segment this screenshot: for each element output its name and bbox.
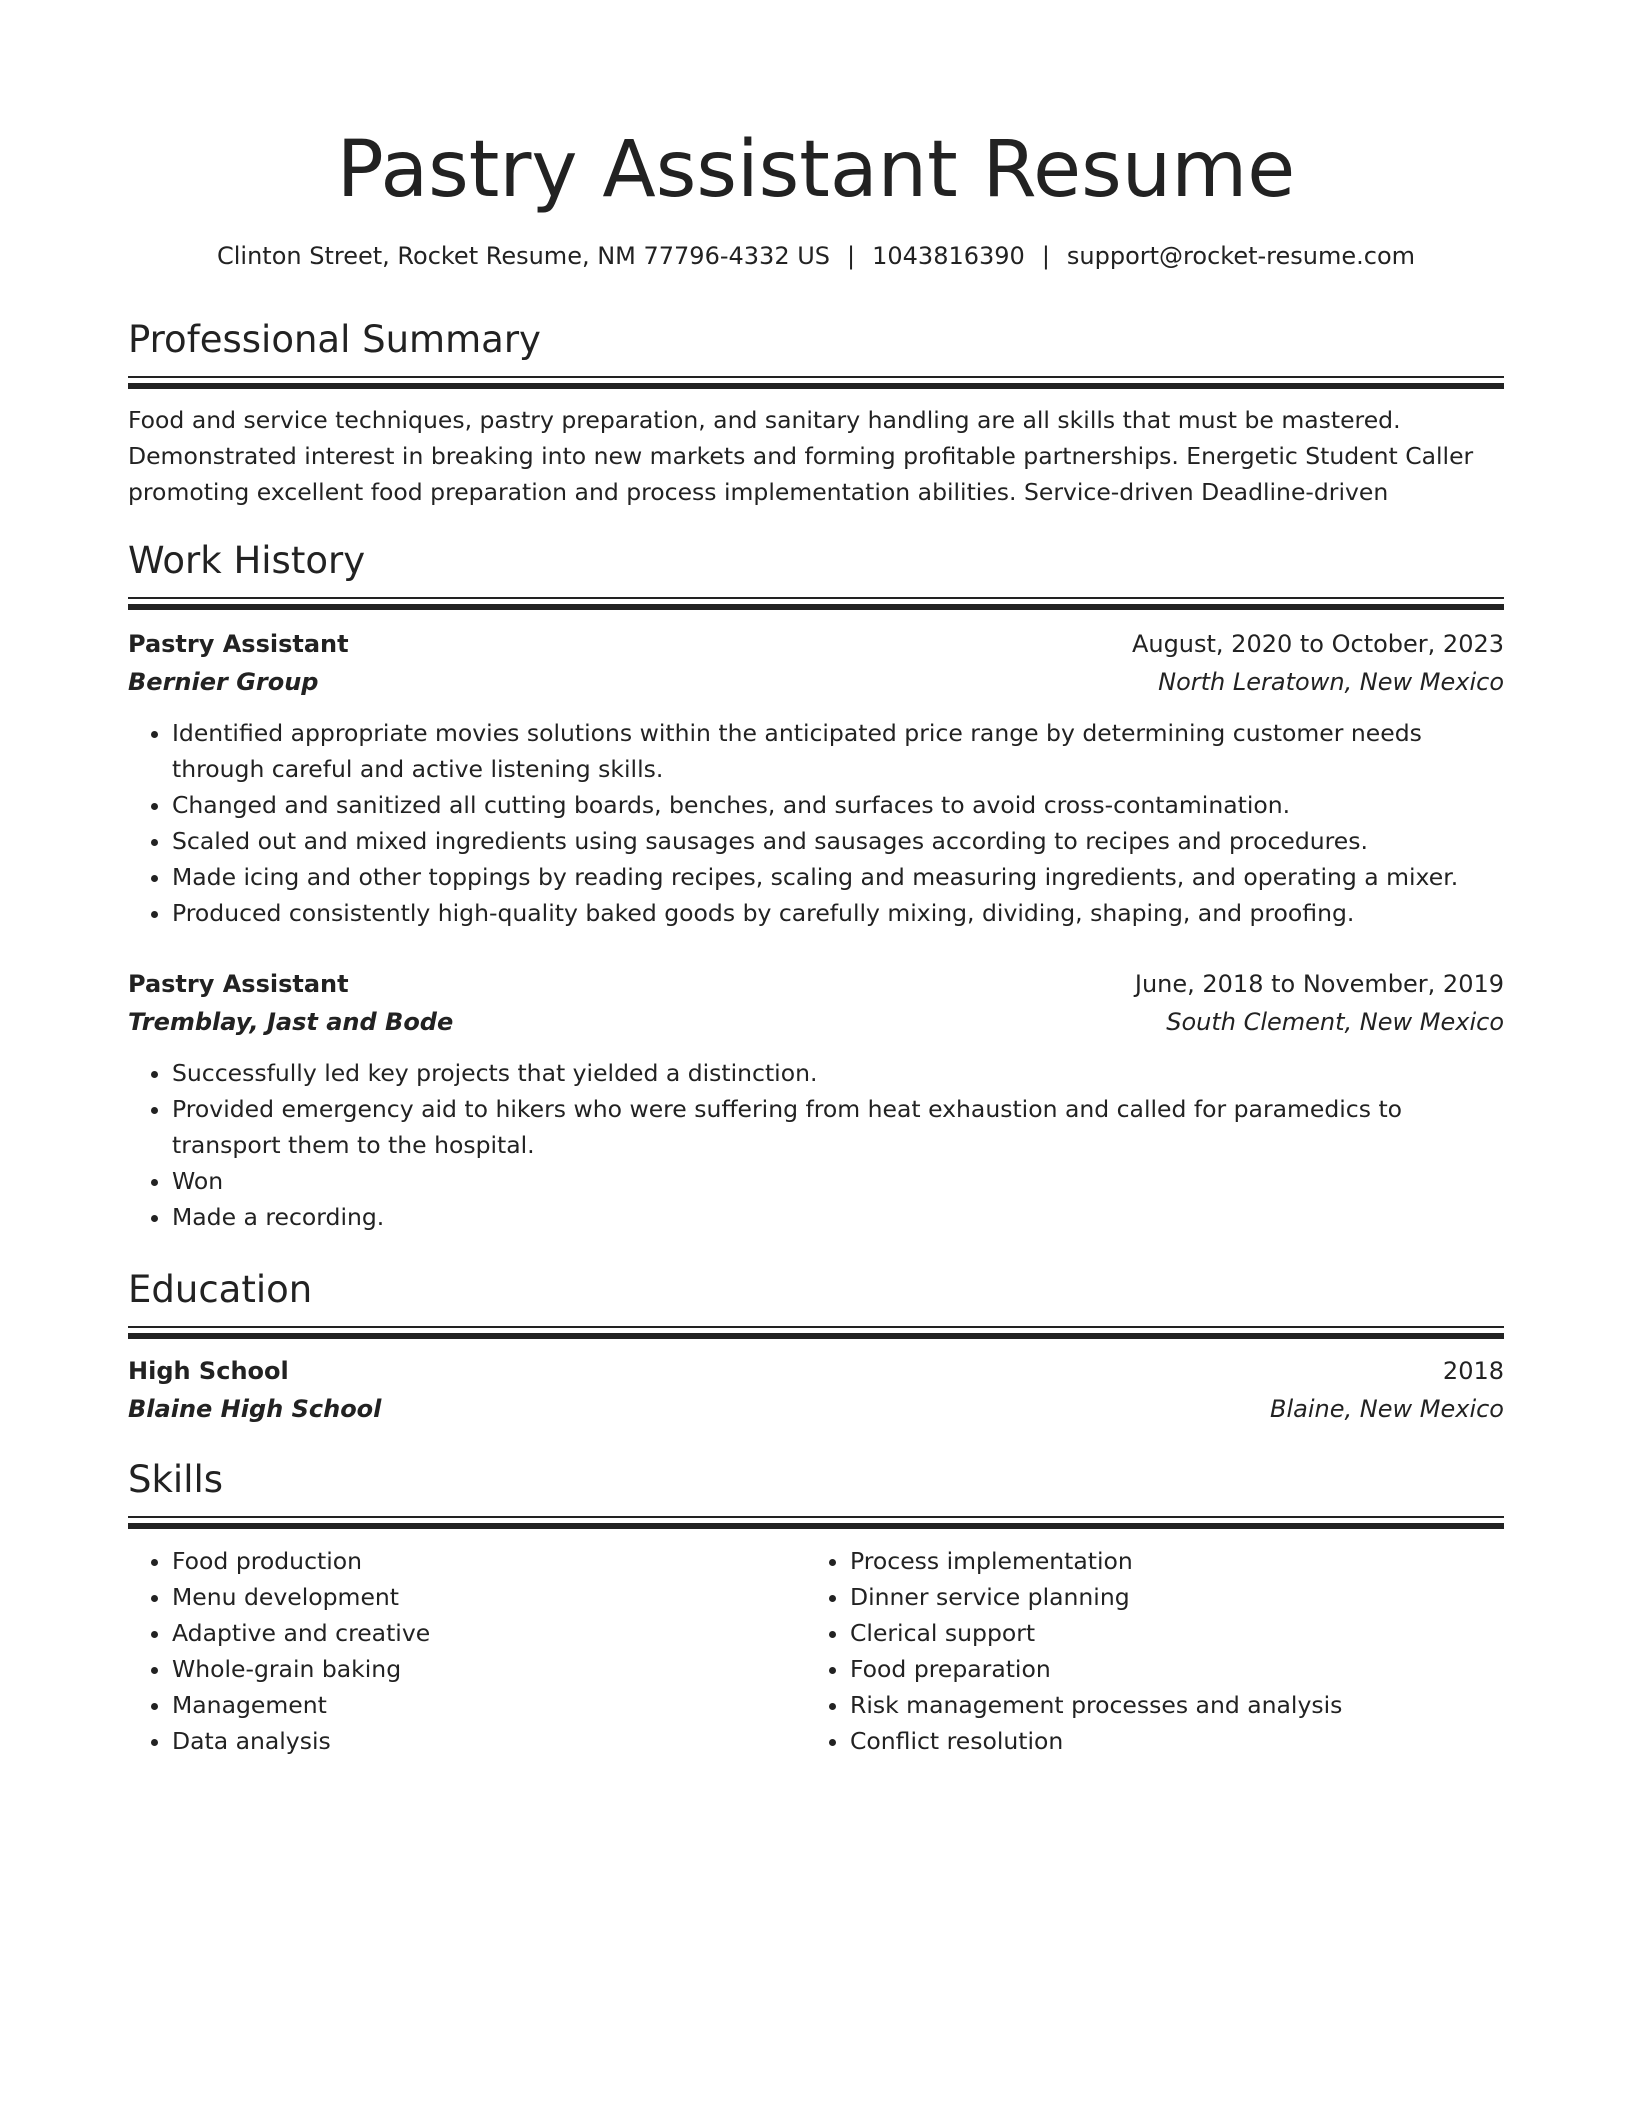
list-item: • Management <box>172 1687 806 1723</box>
list-item: • Whole-grain baking <box>172 1651 806 1687</box>
education-header <box>128 1352 1504 1390</box>
list-item: • Data analysis <box>172 1723 806 1759</box>
contact-separator: | <box>1041 242 1050 270</box>
job-header <box>128 965 1504 1003</box>
summary-text: Food and service techniques, pastry preparation, and sanitary handling are all skills that must be mastered. Demonstrated interest in breaking into new markets and forming profitable partnerships. Energetic Student Caller promoting excellent food preparation and process implementation abilities. Service-driven Deadline-driven <box>128 406 1474 506</box>
job-header <box>128 625 1504 663</box>
education-subheader <box>128 1390 1504 1428</box>
list-item: • Produced consistently high-quality baked goods by carefully mixing, dividing, shaping, and proofing. <box>172 895 1504 931</box>
skills-list-left <box>128 1543 806 1759</box>
education-school: Blaine High School <box>128 1395 382 1423</box>
contact-separator: | <box>847 242 856 270</box>
list-item: • Process implementation <box>850 1543 1484 1579</box>
section-divider <box>128 597 1504 599</box>
job-entry <box>128 625 1504 931</box>
section-title-skills: Skills <box>128 1458 224 1501</box>
resume-title: Pastry Assistant Resume <box>336 125 1296 215</box>
education-entry <box>128 1352 1504 1428</box>
job-dates: August, 2020 to October, 2023 <box>1131 630 1504 658</box>
list-item: • Menu development <box>172 1579 806 1615</box>
section-divider-thick <box>128 383 1504 389</box>
work-history-section <box>128 535 1504 610</box>
section-divider <box>128 1326 1504 1328</box>
skills-section <box>128 1454 1504 1759</box>
job-location: North Leratown, New Mexico <box>1158 668 1504 696</box>
job-subheader <box>128 663 1504 701</box>
job-company: Tremblay, Jast and Bode <box>128 1008 454 1036</box>
section-title-summary: Professional Summary <box>128 318 541 361</box>
list-item: • Adaptive and creative <box>172 1615 806 1651</box>
education-section <box>128 1264 1504 1339</box>
list-item: • Food preparation <box>850 1651 1484 1687</box>
contact-line <box>128 238 1504 274</box>
job-location: South Clement, New Mexico <box>1166 1008 1504 1036</box>
education-degree: High School <box>128 1357 289 1385</box>
list-item: • Provided emergency aid to hikers who were suffering from heat exhaustion and called for paramedics to transport them to the hospital. <box>172 1091 1504 1163</box>
list-item: • Changed and sanitized all cutting boards, benches, and surfaces to avoid cross-contamination. <box>172 787 1504 823</box>
contact-email: support@rocket-resume.com <box>1066 242 1415 270</box>
skills-list-right <box>806 1543 1484 1759</box>
contact-address: Clinton Street, Rocket Resume, NM 77796-4332 US <box>216 242 831 270</box>
list-item: • Identified appropriate movies solutions within the anticipated price range by determining customer needs through careful and active listening skills. <box>172 715 1504 787</box>
list-item: • Dinner service planning <box>850 1579 1484 1615</box>
job-dates: June, 2018 to November, 2019 <box>1134 970 1504 998</box>
job-subheader <box>128 1003 1504 1041</box>
skills-columns <box>128 1543 1504 1759</box>
contact-phone: 1043816390 <box>872 242 1025 270</box>
education-location: Blaine, New Mexico <box>1270 1395 1504 1423</box>
job-company: Bernier Group <box>128 668 319 696</box>
job-title: Pastry Assistant <box>128 630 349 658</box>
list-item: • Successfully led key projects that yielded a distinction. <box>172 1055 1504 1091</box>
list-item: • Made icing and other toppings by reading recipes, scaling and measuring ingredients, and operating a mixer. <box>172 859 1504 895</box>
summary-section <box>128 314 1504 510</box>
section-divider <box>128 376 1504 378</box>
job-bullets <box>128 715 1504 931</box>
section-divider-thick <box>128 1523 1504 1529</box>
list-item: • Food production <box>172 1543 806 1579</box>
list-item: • Scaled out and mixed ingredients using sausages and sausages according to recipes and procedures. <box>172 823 1504 859</box>
section-divider <box>128 1516 1504 1518</box>
section-title-work-history: Work History <box>128 539 366 582</box>
section-title-education: Education <box>128 1268 313 1311</box>
job-title: Pastry Assistant <box>128 970 349 998</box>
list-item: • Conflict resolution <box>850 1723 1484 1759</box>
job-entry <box>128 965 1504 1235</box>
list-item: • Risk management processes and analysis <box>850 1687 1484 1723</box>
job-bullets <box>128 1055 1504 1235</box>
section-divider-thick <box>128 604 1504 610</box>
section-divider-thick <box>128 1333 1504 1339</box>
list-item: • Won <box>172 1163 1504 1199</box>
education-year: 2018 <box>1442 1357 1504 1385</box>
list-item: • Clerical support <box>850 1615 1484 1651</box>
list-item: • Made a recording. <box>172 1199 1504 1235</box>
